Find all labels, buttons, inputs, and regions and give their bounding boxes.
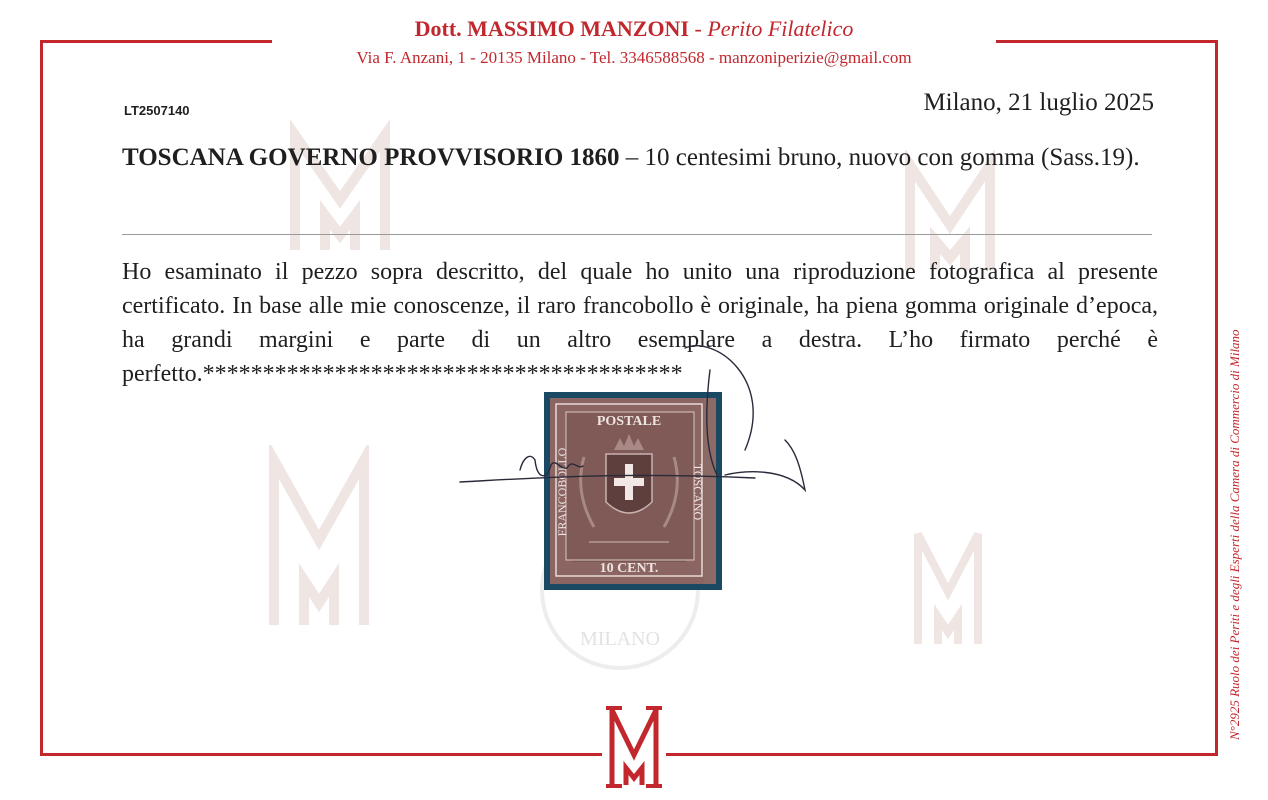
signature	[455, 340, 815, 510]
expert-name: Dott. MASSIMO MANZONI	[414, 16, 690, 41]
header-separator: -	[689, 16, 708, 41]
expert-title: Perito Filatelico	[707, 16, 854, 41]
stamp-details: – 10 centesimi bruno, nuovo con gomma (Sass.19).	[619, 144, 1140, 171]
expert-address: Via F. Anzani, 1 - 20135 Milano - Tel. 3346588568 - manzoniperizie@gmail.com	[356, 48, 912, 67]
certificate-number: LT2507140	[124, 103, 190, 118]
logo-monogram-icon	[600, 700, 668, 790]
divider	[122, 234, 1152, 235]
watermark-monogram-icon	[908, 522, 988, 652]
watermark-monogram-icon	[262, 445, 377, 635]
stamp-description	[122, 140, 1158, 175]
certificate-body: Ho esaminato il pezzo sopra descritto, del quale ho unito una riproduzione fotografica al presente certificato. In base alle mie conoscenze, il raro francobollo è originale, ha piena gomma originale d’epoca, ha grandi margini e parte di un altro esemplare a destra. L’ho firmato perché è perfetto.****************************************	[122, 259, 1158, 387]
stamp-issue: TOSCANA GOVERNO PROVVISORIO 1860	[122, 144, 620, 171]
place-and-date: Milano, 21 luglio 2025	[923, 89, 1154, 116]
seal-text: MILANO	[580, 628, 660, 650]
stamp-right-text: TOSCANO	[691, 463, 705, 521]
stamp-top-text: POSTALE	[596, 414, 662, 429]
registry-note: N°2925 Ruolo dei Periti e degli Esperti della Camera di Commercio di Milano	[1227, 329, 1242, 740]
stamp-bottom-text: 10 CENT.	[599, 561, 659, 576]
expert-name-header	[0, 16, 1268, 42]
stamp-left-text: FRANCOBOLLO	[555, 447, 569, 537]
